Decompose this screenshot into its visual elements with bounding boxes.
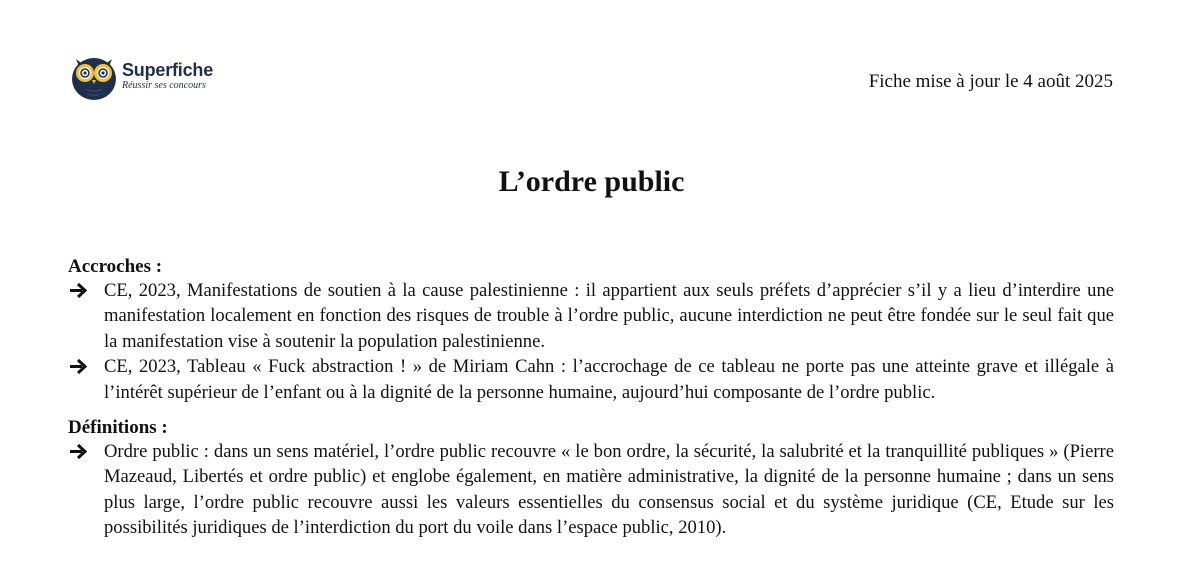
section-accroches [68,256,1114,405]
page-title: L’ordre public [498,165,685,198]
list-item-text: CE, 2023, Manifestations de soutien à la cause palestinienne : il appartient aux seuls préfets d’apprécier s’il y a lieu d’interdire une manifestation localement en fonction des risques de trouble à l’ordre public, aucune interdiction ne peut être fondée sur le seul fait que la manifestation vise à soutenir la population palestinienne. [104,280,1114,352]
document-body [68,256,1114,541]
arrow-right-icon [68,439,90,464]
section-heading: Définitions : [68,417,168,439]
arrow-right-icon [68,278,90,303]
list-item [68,278,1114,354]
section-heading: Accroches : [68,256,163,277]
bullet-list [68,439,1114,541]
update-date: Fiche mise à jour le 4 août 2025 [868,71,1113,92]
list-item-text: CE, 2023, Tableau « Fuck abstraction ! » de Miriam Cahn : l’accrochage de ce tableau ne porte pas une atteinte grave et illégale à l’intérêt supérieur de l’enfant ou à la dignité de la personne humaine, aujourd’hui composante de l’ordre public. [104,356,1114,403]
brand-tagline: Réussir ses concours [122,80,206,91]
section-definitions [68,417,1114,541]
list-item-text: Ordre public : dans un sens matériel, l’ordre public recouvre « le bon ordre, la sécurité, la salubrité et la tranquillité publiques » (Pierre Mazeaud, Libertés et ordre public) et englobe également, en matière administrative, la dignité de la personne humaine ; dans un sens plus large, l’ordre public recouvre aussi les valeurs essentielles du consensus social et du système juridique (CE, Etude sur les possibilités juridiques de l’interdiction du port du voile dans l’espace public, 2010). [104,441,1114,539]
owl-logo-icon [70,51,118,101]
superfiche-logo[interactable] [70,51,213,101]
arrow-right-icon [68,354,90,379]
brand-text [122,61,213,91]
list-item [68,439,1114,541]
list-item [68,354,1114,405]
bullet-list [68,278,1114,405]
brand-name: Superfiche [122,60,214,80]
